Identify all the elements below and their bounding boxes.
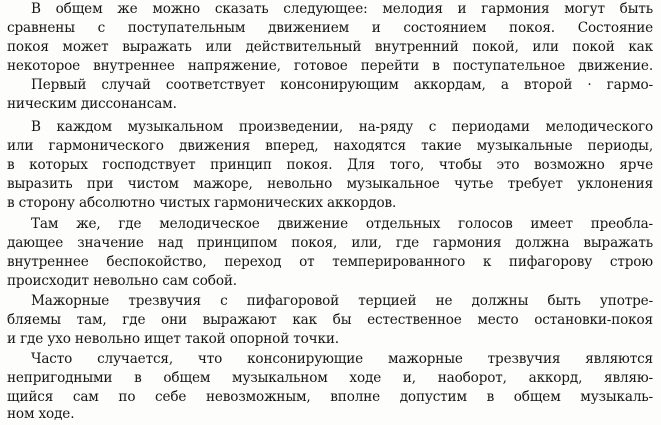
paragraph-1-line-2: сравнены с поступательным движением и состоянием покоя. Состояние bbox=[7, 20, 653, 36]
paragraph-3-line-1: В каждом музыкальном произведении, на-ряду с периодами мелодического bbox=[31, 119, 653, 135]
paragraph-3-line-3: в которых господствует принцип покоя. Для того, чтобы это возможно ярче bbox=[7, 157, 653, 173]
paragraph-4-line-1: Там же, где мелодическое движение отдельных голосов имеет преобла- bbox=[31, 216, 653, 232]
paragraph-4-line-2: дающее значение над принципом покоя, или, где гармония должна выражать bbox=[7, 235, 653, 251]
paragraph-1-line-4: некоторое внутреннее напряжение, готовое перейти в поступательное движение. bbox=[7, 58, 653, 74]
paragraph-5-line-2: бляемы там, где они выражают как бы естественное место остановки-покоя bbox=[7, 312, 653, 328]
paragraph-6-line-4: ном ходе. bbox=[7, 406, 75, 422]
paragraph-3-line-5: в сторону абсолютно чистых гармонических аккордов. bbox=[7, 195, 397, 211]
paragraph-3-line-2: или гармонического движения вперед, находятся такие музыкальные периоды, bbox=[7, 138, 653, 154]
paragraph-6-line-1: Часто случается, что консонирующие мажорные трезвучия являются bbox=[31, 351, 653, 367]
paragraph-2-line-1: Первый случай соответствует консонирующим аккордам, а второй · гармо- bbox=[31, 77, 653, 93]
paragraph-2-line-2: ническим диссонансам. bbox=[7, 96, 177, 112]
paragraph-6-line-3: щийся сам по себе невозможным, вполне допустим в общем музыкаль- bbox=[7, 389, 653, 405]
paragraph-4-line-4: происходит невольно сам собой. bbox=[7, 273, 237, 289]
paragraph-1-line-3: покоя может выражать или действительный внутренний покой, или покой как bbox=[7, 39, 653, 55]
paragraph-3-line-4: выразить при чистом мажоре, невольно музыкальное чутье требует уклонения bbox=[7, 176, 653, 192]
paragraph-1-line-1: В общем же можно сказать следующее: мелодия и гармония могут быть bbox=[31, 1, 653, 17]
paragraph-5-line-3: и где ухо невольно ищет такой опорной точки. bbox=[7, 331, 339, 347]
paragraph-5-line-1: Мажорные трезвучия с пифагоровой терцией не должны быть употре- bbox=[31, 293, 653, 309]
paragraph-6-line-2: непригодными в общем музыкальном ходе и, наоборот, аккорд, являю- bbox=[7, 370, 653, 386]
paragraph-4-line-3: внутреннее беспокойство, переход от темперированного к пифагорову строю bbox=[7, 254, 653, 270]
